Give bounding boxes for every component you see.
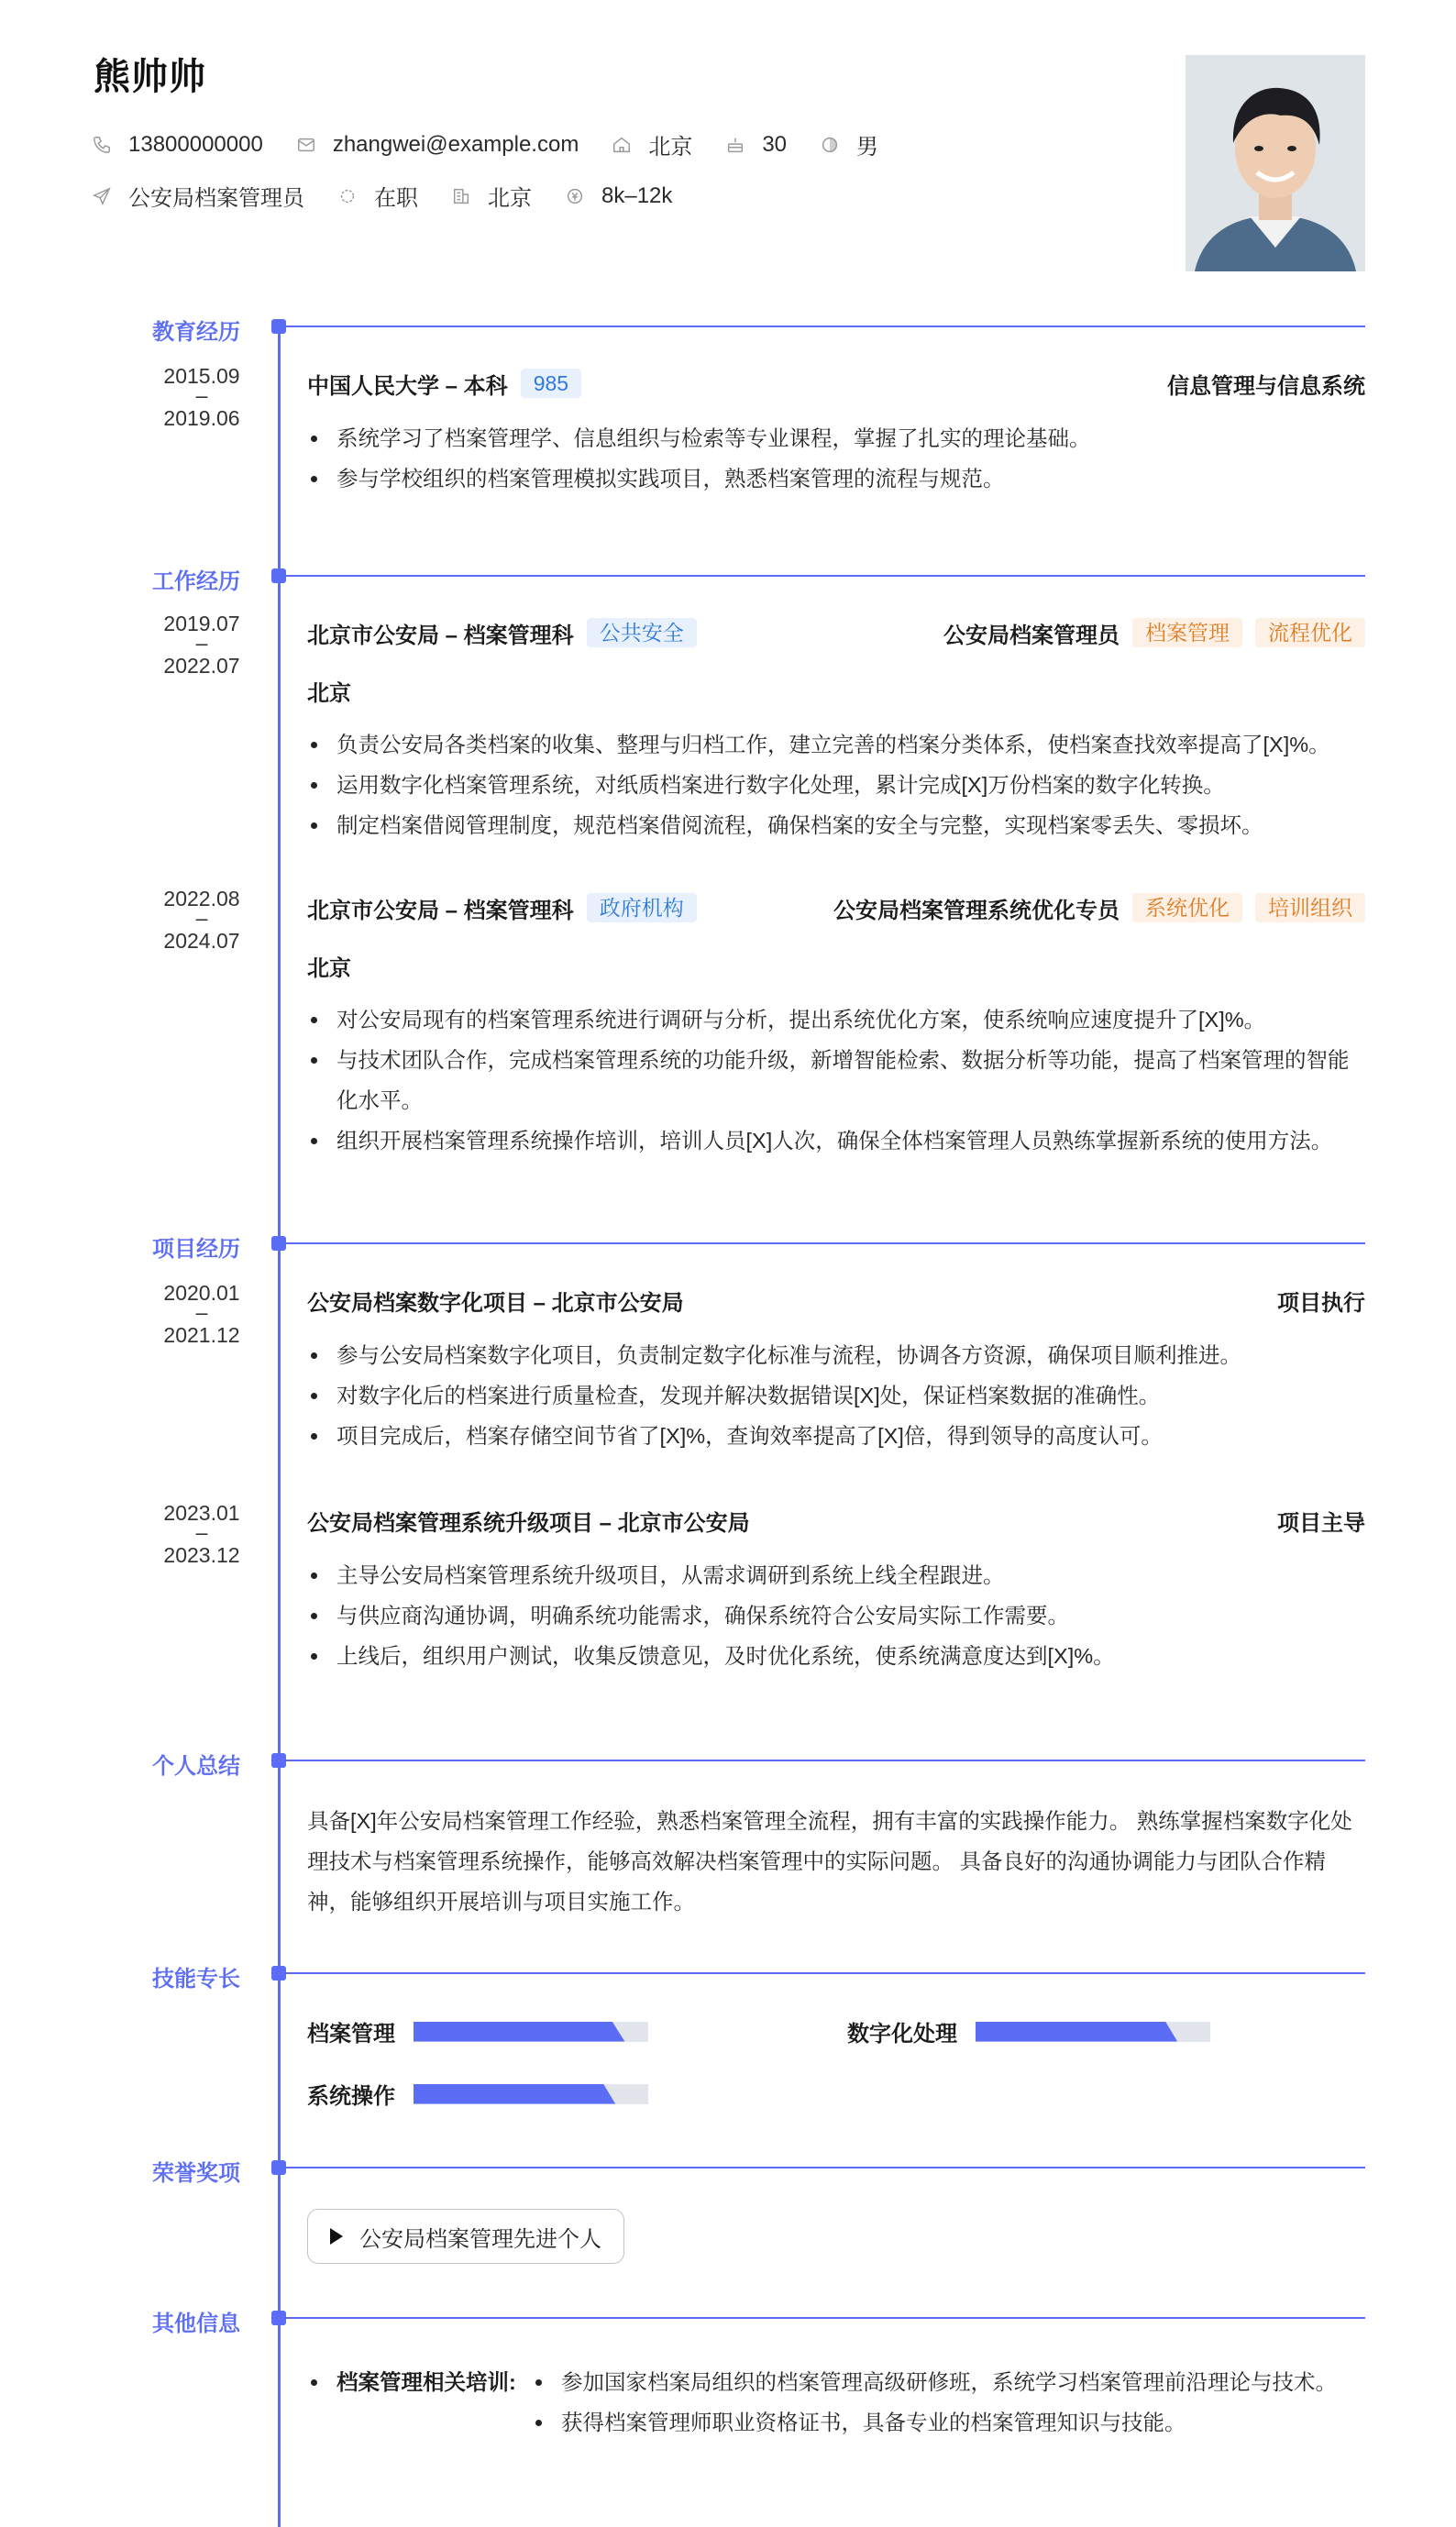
- list-item: 与供应商沟通协调，明确系统功能需求，确保系统符合公安局实际工作需要。: [307, 1595, 1365, 1636]
- project-role: 项目主导: [1277, 1510, 1365, 1536]
- list-item: 对公安局现有的档案管理系统进行调研与分析，提出系统优化方案，使系统响应速度提升了[X]%。: [307, 999, 1365, 1040]
- skill-item: [847, 2015, 1210, 2047]
- other-info-label: 档案管理相关培训:: [307, 2362, 516, 2402]
- work-bullets: [307, 999, 1365, 1161]
- list-item: 运用数字化档案管理系统，对纸质档案进行数字化处理，累计完成[X]万份档案的数字化转换。: [307, 765, 1365, 805]
- status-item: [337, 180, 418, 212]
- mail-icon: [296, 135, 316, 155]
- list-item: 参与学校组织的档案管理模拟实践项目，熟悉档案管理的流程与规范。: [307, 458, 1365, 499]
- age-text: 30: [762, 131, 788, 157]
- skill-name: 系统操作: [307, 2084, 395, 2109]
- skill-bar: [414, 2084, 648, 2104]
- company-name: 北京市公安局 – 档案管理科: [307, 623, 574, 648]
- industry-tag: 政府机构: [587, 893, 697, 922]
- candidate-name: 熊帅帅: [94, 57, 206, 97]
- project-title: 公安局档案数字化项目 – 北京市公安局: [307, 1290, 684, 1316]
- project-date: 2023.01 – 2023.12: [163, 1501, 240, 1567]
- home-icon: [612, 135, 632, 155]
- work-date: 2019.07 – 2022.07: [163, 612, 240, 678]
- section-title-projects: 项目经历: [152, 1237, 240, 1262]
- work-city: 北京: [307, 956, 351, 981]
- location-text: 北京: [648, 135, 693, 160]
- section-title-summary: 个人总结: [152, 1754, 240, 1779]
- list-item: 制定档案借阅管理制度，规范档案借阅流程，确保档案的安全与完整，实现档案零丢失、零损坏。: [307, 805, 1365, 845]
- timeline-line: [278, 326, 281, 2527]
- target-job-text: 公安局档案管理员: [128, 186, 304, 211]
- skill-bar: [976, 2022, 1210, 2042]
- skill-bar: [414, 2022, 648, 2042]
- school-tag: 985: [521, 369, 581, 398]
- list-item: 获得档案管理师职业资格证书，具备专业的档案管理知识与技能。: [532, 2402, 1375, 2443]
- work-header: [307, 891, 1365, 924]
- work-bullets: [307, 724, 1365, 845]
- honor-item[interactable]: [307, 2209, 624, 2264]
- work-header: [307, 616, 1365, 649]
- phone-item: [92, 132, 263, 158]
- email-text: zhangwei@example.com: [332, 131, 579, 157]
- phone-icon: [92, 135, 112, 155]
- date-start: 2019.07: [163, 612, 240, 635]
- project-header: [307, 1504, 1365, 1537]
- skill-bar-fill: [414, 2084, 615, 2104]
- project-header: [307, 1284, 1365, 1317]
- target-city-text: 北京: [488, 186, 532, 211]
- summary-text: 具备[X]年公安局档案管理工作经验，熟悉档案管理全流程，拥有丰富的实践操作能力。 熟练掌握档案数字化处理技术与档案管理系统操作，能够高效解决档案管理中的实际问题。 具备良好的沟通协调能力与团队合作精神，能够组织开展培训与项目实施工作。: [307, 1809, 1352, 1914]
- section-title-honors: 荣誉奖项: [152, 2161, 240, 2186]
- gender-item: [820, 128, 878, 160]
- project-role: 项目执行: [1277, 1290, 1365, 1316]
- date-end: 2024.07: [163, 929, 240, 953]
- other-info-bullets: [532, 2362, 1375, 2443]
- skill-tag: 系统优化: [1132, 893, 1242, 922]
- status-text: 在职: [374, 186, 418, 211]
- gender-text: 男: [856, 135, 879, 160]
- major-name: 信息管理与信息系统: [1167, 373, 1365, 399]
- contact-row: [92, 128, 911, 160]
- list-item: 对数字化后的档案进行质量检查，发现并解决数据错误[X]处，保证档案数据的准确性。: [307, 1375, 1365, 1416]
- list-item: 上线后，组织用户测试，收集反馈意见，及时优化系统，使系统满意度达到[X]%。: [307, 1636, 1365, 1676]
- section-divider: [279, 1760, 1365, 1761]
- section-title-other: 其他信息: [152, 2312, 240, 2336]
- date-end: 2019.06: [163, 406, 240, 430]
- skill-item: [307, 2015, 648, 2047]
- section-divider: [279, 575, 1365, 577]
- play-triangle-icon: [330, 2228, 343, 2245]
- list-item: 组织开展档案管理系统操作培训，培训人员[X]人次，确保全体档案管理人员熟练掌握新系统的使用方法。: [307, 1120, 1365, 1161]
- skill-tag: 培训组织: [1255, 893, 1365, 922]
- list-item: 系统学习了档案管理学、信息组织与检索等专业课程，掌握了扎实的理论基础。: [307, 418, 1365, 458]
- skill-bar-fill: [414, 2022, 624, 2042]
- section-title-skills: 技能专长: [152, 1967, 240, 1992]
- salary-item: [565, 183, 672, 209]
- section-divider: [279, 1972, 1365, 1974]
- date-end: 2022.07: [163, 654, 240, 678]
- money-icon: [565, 186, 585, 206]
- gender-icon: [820, 135, 840, 155]
- cake-icon: [725, 135, 745, 155]
- profile-photo: [1186, 55, 1365, 271]
- honor-text: 公安局档案管理先进个人: [359, 2226, 601, 2252]
- school-name: 中国人民大学 – 本科: [307, 373, 508, 399]
- list-item: 与技术团队合作，完成档案管理系统的功能升级，新增智能检索、数据分析等功能，提高了档案管理的智能化水平。: [307, 1040, 1365, 1120]
- industry-tag: 公共安全: [587, 618, 697, 647]
- skill-tag: 档案管理: [1132, 618, 1242, 647]
- date-start: 2023.01: [163, 1501, 240, 1525]
- project-bullets: [307, 1335, 1365, 1456]
- skill-item: [307, 2078, 648, 2110]
- phone-text: 13800000000: [128, 131, 263, 157]
- intention-row: [92, 180, 705, 212]
- send-icon: [92, 186, 112, 206]
- target-city-item: [451, 180, 532, 212]
- job-role: 公安局档案管理员: [943, 623, 1120, 648]
- status-icon: [337, 186, 358, 206]
- work-city: 北京: [307, 681, 351, 706]
- location-item: [612, 128, 692, 160]
- section-title-work: 工作经历: [152, 569, 240, 594]
- date-end: 2023.12: [163, 1543, 240, 1567]
- list-item: 参与公安局档案数字化项目，负责制定数字化标准与流程，协调各方资源，确保项目顺利推进。: [307, 1335, 1365, 1375]
- education-date: 2015.09 – 2019.06: [163, 364, 240, 430]
- target-job-item: [92, 180, 304, 212]
- education-bullets: [307, 418, 1365, 499]
- section-divider: [279, 2317, 1365, 2319]
- skill-name: 档案管理: [307, 2022, 395, 2047]
- company-name: 北京市公安局 – 档案管理科: [307, 898, 574, 923]
- date-start: 2015.09: [163, 364, 240, 388]
- list-item: 主导公安局档案管理系统升级项目，从需求调研到系统上线全程跟进。: [307, 1555, 1365, 1595]
- skill-bar-fill: [976, 2022, 1177, 2042]
- list-item: 负责公安局各类档案的收集、整理与归档工作，建立完善的档案分类体系，使档案查找效率提高了[X]%。: [307, 724, 1365, 765]
- list-item: 参加国家档案局组织的档案管理高级研修班，系统学习档案管理前沿理论与技术。: [532, 2362, 1375, 2402]
- list-item: 项目完成后，档案存储空间节省了[X]%，查询效率提高了[X]倍，得到领导的高度认可。: [307, 1416, 1365, 1456]
- building-icon: [451, 186, 471, 206]
- section-title-education: 教育经历: [152, 320, 240, 345]
- email-item: [296, 132, 579, 158]
- date-start: 2020.01: [163, 1281, 240, 1305]
- project-title: 公安局档案管理系统升级项目 – 北京市公安局: [307, 1510, 750, 1536]
- education-header: [307, 367, 1365, 400]
- section-divider: [279, 1242, 1365, 1244]
- section-divider: [279, 326, 1365, 327]
- job-role: 公安局档案管理系统优化专员: [833, 898, 1120, 923]
- work-date: 2022.08 – 2024.07: [163, 887, 240, 953]
- age-item: [725, 132, 787, 158]
- section-divider: [279, 2167, 1365, 2168]
- project-bullets: [307, 1555, 1365, 1676]
- project-date: 2020.01 – 2021.12: [163, 1281, 240, 1347]
- date-start: 2022.08: [163, 887, 240, 910]
- salary-text: 8k–12k: [601, 182, 673, 208]
- skill-name: 数字化处理: [847, 2022, 957, 2047]
- skill-tag: 流程优化: [1255, 618, 1365, 647]
- date-end: 2021.12: [163, 1323, 240, 1347]
